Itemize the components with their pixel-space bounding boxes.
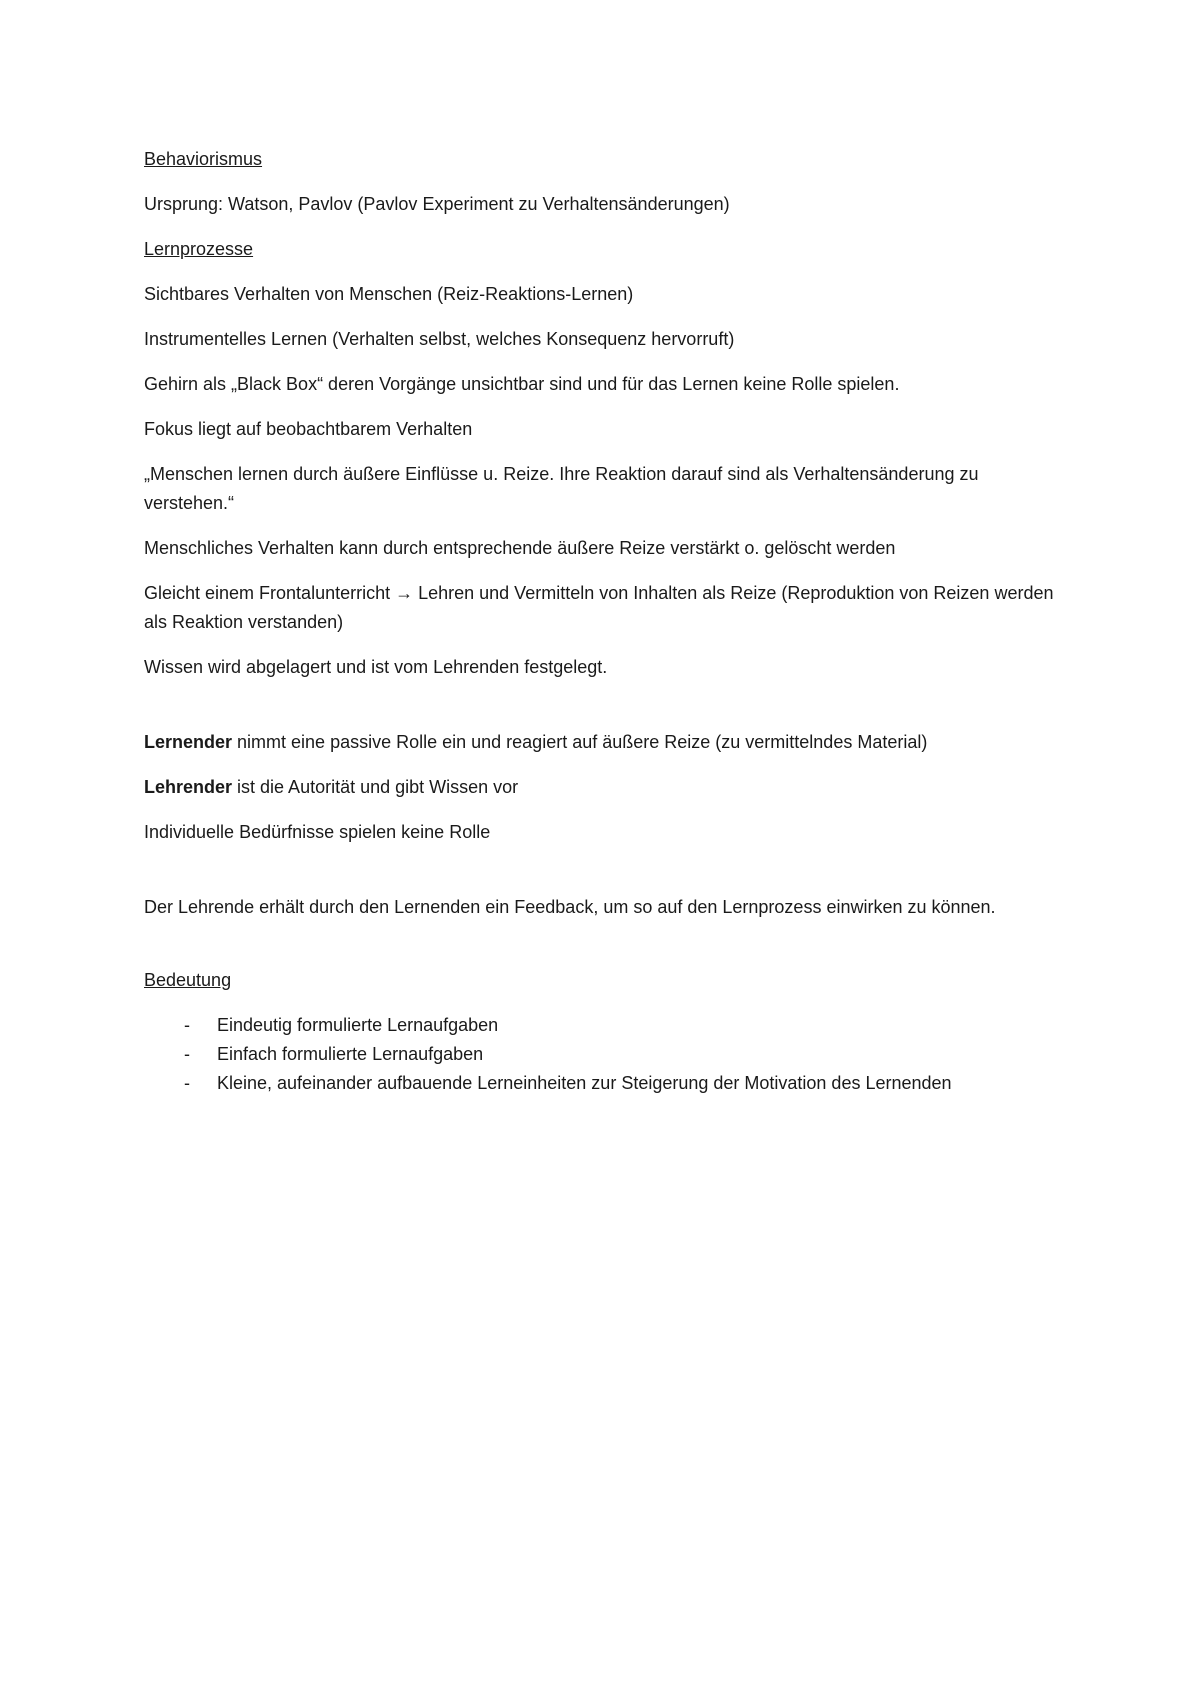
- list-dash: -: [184, 1015, 190, 1035]
- paragraph-individuelle-beduerfnisse: Individuelle Bedürfnisse spielen keine Rolle: [144, 822, 491, 842]
- paragraph-gehirn-black-box: Gehirn als „Black Box“ deren Vorgänge unsichtbar sind und für das Lernen keine Rolle spielen.: [144, 374, 900, 394]
- list-item-text: Einfach formulierte Lernaufgaben: [217, 1044, 484, 1064]
- spacer: [144, 698, 1064, 728]
- heading-lernprozesse: Lernprozesse: [144, 239, 254, 259]
- paragraph-zitat: „Menschen lernen durch äußere Einflüsse u. Reize. Ihre Reaktion darauf sind als Verhaltensänderung zu verstehen.“: [144, 464, 979, 513]
- list-dash: -: [184, 1044, 190, 1064]
- list-item: [144, 1011, 1064, 1040]
- paragraph-lehrender-text: ist die Autorität und gibt Wissen vor: [232, 777, 519, 797]
- spacer: [144, 938, 1064, 966]
- document-body: [144, 145, 1064, 1098]
- paragraph-feedback: Der Lehrende erhält durch den Lernenden ein Feedback, um so auf den Lernprozess einwirken zu können.: [144, 897, 996, 917]
- list-item: [144, 1069, 1064, 1098]
- heading-behaviorismus: Behaviorismus: [144, 149, 263, 169]
- paragraph-lernender-text: nimmt eine passive Rolle ein und reagiert auf äußere Reize (zu vermittelndes Material): [232, 732, 928, 752]
- term-lehrender: Lehrender: [144, 777, 233, 797]
- paragraph-wissen: Wissen wird abgelagert und ist vom Lehrenden festgelegt.: [144, 657, 608, 677]
- term-lernender: Lernender: [144, 732, 233, 752]
- paragraph-menschliches-verhalten: Menschliches Verhalten kann durch entsprechende äußere Reize verstärkt o. gelöscht werden: [144, 538, 896, 558]
- spacer: [144, 863, 1064, 893]
- list-item-text: Kleine, aufeinander aufbauende Lerneinheiten zur Steigerung der Motivation des Lernenden: [217, 1073, 952, 1093]
- list-item-text: Eindeutig formulierte Lernaufgaben: [217, 1015, 499, 1035]
- paragraph-ursprung: Ursprung: Watson, Pavlov (Pavlov Experiment zu Verhaltensänderungen): [144, 194, 730, 214]
- paragraph-instrumentelles-lernen: Instrumentelles Lernen (Verhalten selbst, welches Konsequenz hervorruft): [144, 329, 735, 349]
- paragraph-lernender: [144, 728, 1064, 757]
- list-item: [144, 1040, 1064, 1069]
- paragraph-sichtbares-verhalten: Sichtbares Verhalten von Menschen (Reiz-Reaktions-Lernen): [144, 284, 634, 304]
- heading-bedeutung: Bedeutung: [144, 970, 232, 990]
- bedeutung-list: [144, 1011, 1064, 1098]
- paragraph-frontalunterricht: Gleicht einem Frontalunterricht → Lehren und Vermitteln von Inhalten als Reize (Reproduktion von Reizen werden als Reaktion verstanden): [144, 583, 1054, 632]
- paragraph-fokus: Fokus liegt auf beobachtbarem Verhalten: [144, 419, 473, 439]
- paragraph-lehrender: [144, 773, 1064, 802]
- list-dash: -: [184, 1073, 190, 1093]
